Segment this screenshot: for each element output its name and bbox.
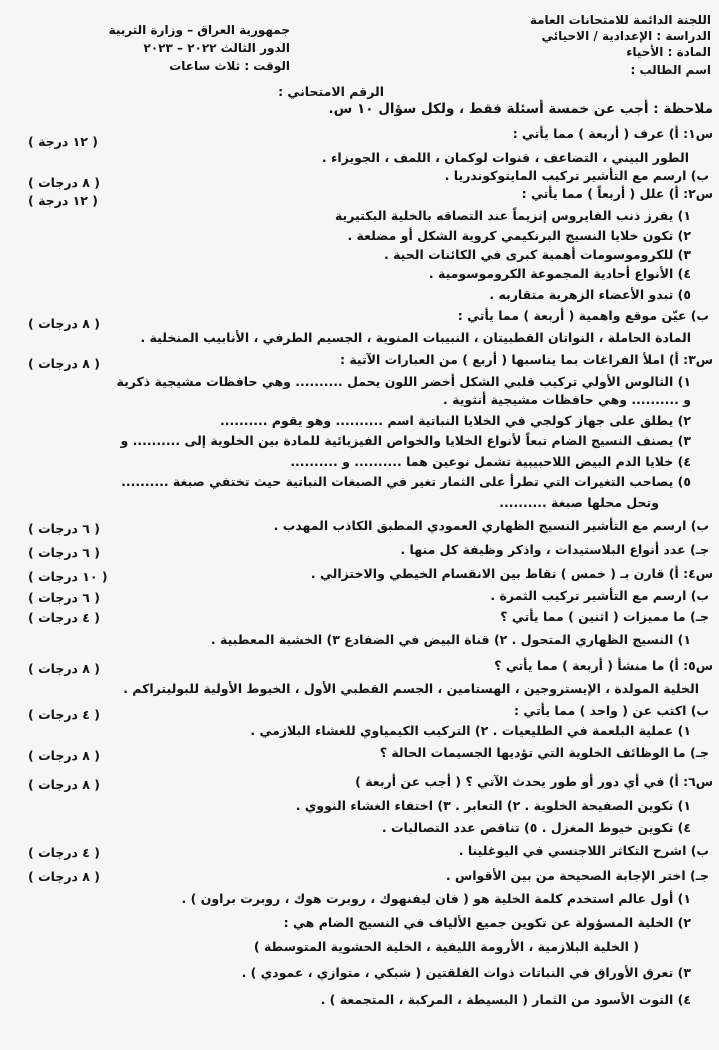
q6c-item-2a: ٢) الخلية المسؤولة عن تكوين جميع الألياف في النسيج الضام هي : bbox=[283, 915, 691, 930]
q3a-item-2: ٢) يطلق على جهاز كولجي في الخلايا النباتية اسم .......... وهو يقوم .......... bbox=[220, 413, 691, 428]
q5a-marks: ( ٨ درجات ) bbox=[28, 661, 101, 676]
q3a-text: س٣: أ) املأ الفراغات بما يناسبها ( أربع ) من العبارات الآتية : bbox=[339, 352, 713, 367]
exam-session: الدور الثالث ٢٠٢٢ – ٢٠٢٣ bbox=[143, 41, 290, 55]
q1b-text: ب) ارسم مع التأشير تركيب المايتوكوندريا . bbox=[444, 168, 709, 183]
q6c-item-1: ١) أول عالم استخدم كلمة الخلية هو ( فان ليفنهوك ، روبرت هوك ، روبرت براون ) . bbox=[181, 891, 691, 906]
q3a-item-4: ٤) خلايا الدم البيض اللاحبيبية تشمل نوعين هما .......... و .......... bbox=[290, 454, 691, 469]
q4c-marks: ( ٤ درجات ) bbox=[28, 610, 101, 625]
q5c-marks: ( ٨ درجات ) bbox=[28, 748, 101, 763]
q3c-text: جـ) عدد أنواع البلاستيدات ، واذكر وظيفة كل منها . bbox=[400, 542, 709, 557]
q4b-marks: ( ٦ درجات ) bbox=[28, 590, 101, 605]
student-name-label: اسم الطالب : bbox=[630, 63, 711, 77]
q6b-text: ب) اشرح التكاثر اللاجنسي في اليوغلينا . bbox=[458, 843, 709, 858]
exam-number-label: الرقم الامتحاني : bbox=[278, 84, 384, 99]
q6c-item-2b: ( الخلية البلازمية ، الأرومة الليفية ، الخلية الحشوية المتوسطة ) bbox=[253, 939, 639, 954]
q1a-marks: ( ١٢ درجة ) bbox=[28, 134, 98, 149]
q2a-item-4: ٤) الأنواع أحادية المجموعة الكروموسومية . bbox=[428, 266, 691, 281]
exam-note: ملاحظة : أجب عن خمسة أسئلة فقط ، ولكل سؤال ١٠ س. bbox=[328, 101, 713, 117]
q5b-marks: ( ٤ درجات ) bbox=[28, 707, 101, 722]
committee-name: اللجنة الدائمة للامتحانات العامة bbox=[529, 13, 711, 27]
q5b-text: ب) اكتب عن ( واحد ) مما يأتي : bbox=[513, 703, 709, 718]
q3a-item-1b: و .......... وهي حافظات مشيجية أنثوية . bbox=[443, 392, 691, 407]
q4a-text: س٤: أ) قارن بـ ( خمس ) نقاط بين الانقسام الخيطي والاختزالي . bbox=[310, 566, 713, 581]
q3a-item-3: ٣) يصنف النسيج الضام تبعاً لأنواع الخلايا والخواص الفيزيائية للمادة بين الخلوية إلى .......... و bbox=[120, 433, 691, 448]
q5a-items: الخلية المولدة ، الإيستروجين ، الهستامين ، الجسم القطبي الأول ، الخيوط الأولية للبوليتراكم . bbox=[123, 681, 699, 696]
q6a-text: س٦: أ) في أي دور أو طور يحدث الآتي ؟ ( أجب عن أربعة ) bbox=[355, 774, 713, 789]
exam-time: الوقت : ثلاث ساعات bbox=[169, 59, 290, 73]
q6a-items-1: ١) تكوين الصفيحة الخلوية . ٢) التعابر . ٣) اختفاء الغشاء النووي . bbox=[295, 798, 691, 813]
q6c-marks: ( ٨ درجات ) bbox=[28, 869, 101, 884]
q4b-text: ب) ارسم مع التأشير تركيب الثمرة . bbox=[490, 588, 709, 603]
q2a-item-2: ٢) تكون خلايا النسيج البرنكيمي كروية الشكل أو مضلعة . bbox=[347, 228, 691, 243]
q6a-marks: ( ٨ درجات ) bbox=[28, 777, 101, 792]
q3a-item-1a: ١) الثالوس الأولي تركيب قلبي الشكل أخضر اللون يحمل .......... وهي حافظات مشيجية ذكرية bbox=[116, 374, 691, 389]
subject: المادة : الأحياء bbox=[626, 45, 711, 59]
q4c-items: ١) النسيج الظهاري المتحول . ٢) قناة البيض في الضفادع ٣) الخشبة المعطبية . bbox=[210, 632, 691, 647]
q2a-text: س٢: أ) علل ( أربعاً ) مما يأتي : bbox=[521, 186, 713, 201]
q4a-marks: ( ١٠ درجات ) bbox=[28, 569, 108, 584]
q1a-items: الطور البيني ، التضاعف ، قنوات لوكمان ، اللمف ، الجويزاء . bbox=[321, 150, 689, 165]
q5a-text: س٥: أ) ما منشأ ( أربعة ) مما يأتي ؟ bbox=[494, 658, 713, 673]
q3a-item-5b: وتحل محلها صبغة .......... bbox=[499, 495, 659, 510]
q3b-text: ب) ارسم مع التأشير النسيج الظهاري العمودي المطبق الكاذب المهدب . bbox=[273, 518, 709, 533]
q2a-item-3: ٣) للكروموسومات أهمية كبرى في الكائنات الحية . bbox=[384, 247, 691, 262]
q6c-text: جـ) اختر الإجابة الصحيحة من بين الأقواس . bbox=[445, 868, 709, 883]
q2b-items: المادة الحاملة ، النواتان القطبيتان ، النبيبات المنوية ، الجسيم الطرفي ، الأنابيب المنخلية . bbox=[140, 330, 691, 345]
q6a-items-2: ٤) تكوين خيوط المغزل . ٥) تناقص عدد التصالبات . bbox=[381, 820, 691, 835]
q3b-marks: ( ٦ درجات ) bbox=[28, 521, 101, 536]
q2b-text: ب) عيّن موقع واهمية ( أربعة ) مما يأتي : bbox=[457, 308, 709, 323]
q2a-marks: ( ١٢ درجة ) bbox=[28, 193, 98, 208]
q4c-text: جـ) ما مميزات ( اثنين ) مما يأتي ؟ bbox=[500, 609, 709, 624]
q2b-marks: ( ٨ درجات ) bbox=[28, 316, 101, 331]
q3a-item-5a: ٥) يصاحب التغيرات التي تطرأ على الثمار تغير في الصبغات النباتية حيث تختفي صبغة .......... bbox=[121, 474, 691, 489]
q3c-marks: ( ٦ درجات ) bbox=[28, 545, 101, 560]
q2a-item-1: ١) يفرز ذنب الفايروس إنزيماً عند التصاقه بالخلية البكتيرية bbox=[334, 208, 691, 223]
q6c-item-4: ٤) التوت الأسود من الثمار ( البسيطة ، المركبة ، المتجمعة ) . bbox=[320, 992, 691, 1007]
q5b-items: ١) عملية البلعمة في الطليعيات . ٢) التركيب الكيمياوي للغشاء البلازمي . bbox=[250, 723, 691, 738]
q1b-marks: ( ٨ درجات ) bbox=[28, 175, 101, 190]
q2a-item-5: ٥) تبدو الأعضاء الزهرية متقاربه . bbox=[489, 287, 691, 302]
q5c-text: جـ) ما الوظائف الخلوية التي تؤديها الجسيمات الحالة ؟ bbox=[379, 745, 709, 760]
q1a-text: س١: أ) عرف ( أربعة ) مما يأتي : bbox=[512, 126, 713, 141]
q3a-marks: ( ٨ درجات ) bbox=[28, 356, 101, 371]
study-type: الدراسة : الإعدادية / الاحيائي bbox=[541, 29, 711, 43]
q6b-marks: ( ٤ درجات ) bbox=[28, 845, 101, 860]
q6c-item-3: ٣) تعرق الأوراق في النباتات ذوات الفلقتين ( شبكي ، متوازي ، عمودي ) . bbox=[241, 965, 691, 980]
ministry-name: جمهورية العراق – وزارة التربية bbox=[108, 23, 290, 37]
